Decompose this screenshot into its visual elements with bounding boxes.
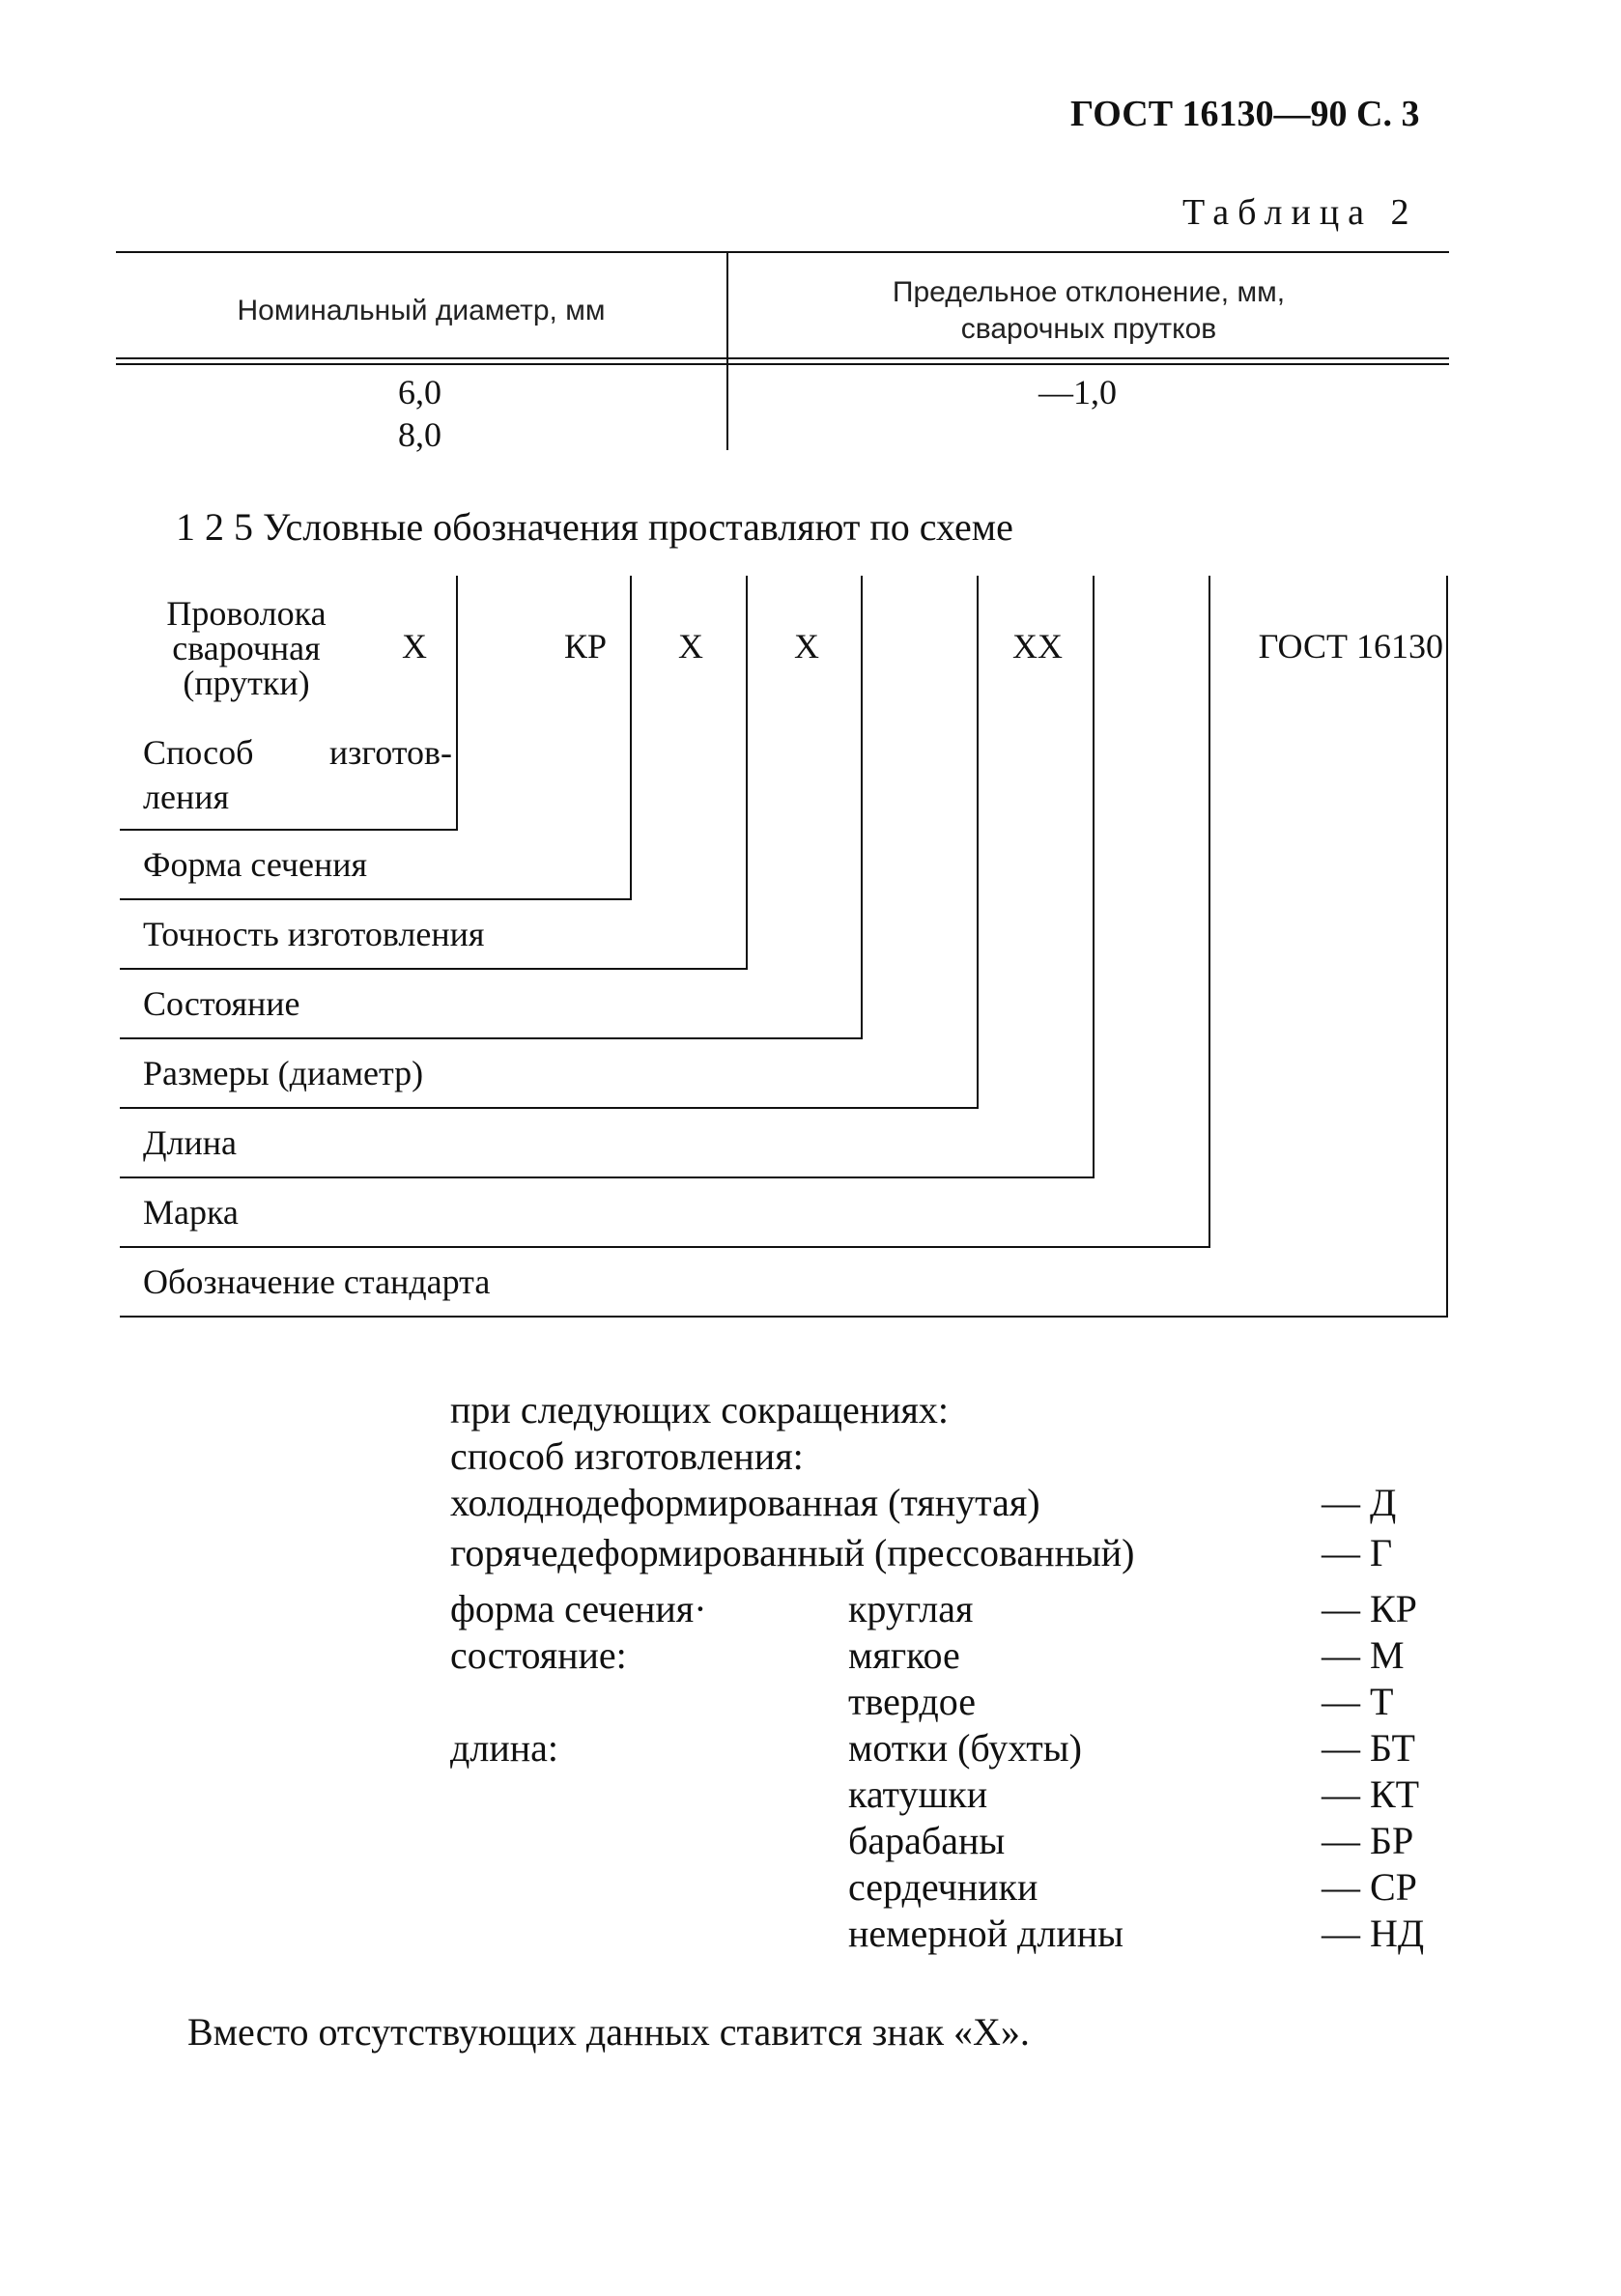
legend-row-code: — КТ	[1322, 1772, 1420, 1816]
scheme-code-tochnost: X	[678, 627, 703, 666]
scheme-label-sposob-line2: ления	[143, 778, 230, 816]
scheme-label-dlina: Длина	[143, 1123, 238, 1162]
table-header-deviation-line1: Предельное отклонение, мм,	[892, 276, 1286, 308]
legend-row-text: горячедеформированный (прессованный)	[450, 1531, 1135, 1574]
legend-row-code: — Д	[1322, 1481, 1397, 1524]
scheme-hline-standard	[120, 1316, 1448, 1318]
scheme-vline-forma	[630, 576, 632, 900]
scheme-label-forma: Форма сечения	[143, 845, 368, 884]
scheme-code-standard: ГОСТ 16130	[1258, 627, 1443, 666]
legend-row-code: — Г	[1322, 1531, 1393, 1574]
scheme-hline-marka	[120, 1246, 1210, 1248]
scheme-hline-sposob	[120, 829, 458, 831]
legend-row-text: мотки (бухты)	[848, 1726, 1082, 1770]
page-header: ГОСТ 16130—90 С. 3	[1070, 94, 1420, 134]
section-title: 1 2 5 Условные обозначения проставляют по схеме	[176, 505, 1013, 549]
scheme-label-tochnost: Точность изготовления	[143, 915, 485, 953]
scheme-vline-marka	[1209, 576, 1210, 1248]
scheme-hline-forma	[120, 898, 632, 900]
scheme-code-sostoyanie: X	[794, 627, 819, 666]
legend-row-code: — М	[1322, 1633, 1405, 1677]
legend-row-code: — КР	[1322, 1587, 1417, 1630]
legend-row-text: катушки	[848, 1772, 988, 1816]
scheme-label-razmery: Размеры (диаметр)	[143, 1054, 424, 1092]
scheme-vline-sposob	[456, 576, 458, 831]
scheme-hline-razmery	[120, 1107, 979, 1109]
legend-intro: при следующих сокращениях:	[450, 1388, 950, 1431]
table-header-diameter: Номинальный диаметр, мм	[237, 295, 606, 326]
table-header-deviation-line2: сварочных прутков	[960, 313, 1217, 345]
legend-row-code: — НД	[1322, 1912, 1425, 1955]
legend-row-text: твердое	[848, 1680, 976, 1723]
scheme-code-razmery: XX	[1012, 627, 1063, 666]
table-header-rule-2	[116, 363, 1449, 365]
legend-row-text: сердечники	[848, 1865, 1038, 1909]
legend-row-code: — СР	[1322, 1865, 1417, 1909]
legend-row-text: мягкое	[848, 1633, 960, 1677]
legend-row-text: барабаны	[848, 1819, 1006, 1862]
scheme-vline-sostoyanie	[861, 576, 863, 1039]
legend-row-code: — БТ	[1322, 1726, 1415, 1770]
table-cell-diameter: 8,0	[398, 415, 441, 454]
footer-note: Вместо отсутствующих данных ставится знак «X».	[187, 2010, 1030, 2054]
scheme-label-standard: Обозначение стандарта	[143, 1262, 491, 1301]
scheme-vline-standard	[1446, 576, 1448, 1318]
legend-row-label: форма сечения·	[450, 1587, 707, 1630]
scheme-hline-sostoyanie	[120, 1037, 863, 1039]
table-cell-diameter: 6,0	[398, 373, 441, 411]
legend-row-code: — Т	[1322, 1680, 1394, 1723]
legend-row-text: круглая	[848, 1587, 974, 1630]
legend-row-text: холоднодеформированная (тянутая)	[450, 1481, 1040, 1524]
table-header-rule-1	[116, 357, 1449, 359]
scheme-product-line3: (прутки)	[183, 664, 310, 702]
scheme-code-forma: КР	[564, 627, 608, 666]
table-caption: Таблица 2	[1182, 192, 1418, 233]
table-cell-deviation: —1,0	[1038, 373, 1117, 411]
scheme-hline-dlina	[120, 1176, 1095, 1178]
scheme-product-line1: Проволока	[166, 594, 327, 633]
scheme-label-sposob-line1: Способ изготов-	[143, 733, 452, 772]
legend-row-label: длина:	[450, 1726, 558, 1770]
legend-intro-method: способ изготовления:	[450, 1434, 804, 1478]
legend-row-text: немерной длины	[848, 1912, 1124, 1955]
scheme-hline-tochnost	[120, 968, 748, 970]
scheme-product-line2: сварочная	[172, 629, 321, 667]
scheme-vline-razmery	[977, 576, 979, 1109]
table-top-rule	[116, 251, 1449, 253]
scheme-code-sposob: X	[402, 627, 427, 666]
scheme-vline-tochnost	[746, 576, 748, 970]
legend-row-label: состояние:	[450, 1633, 627, 1677]
legend-row-code: — БР	[1322, 1819, 1414, 1862]
scheme-label-sostoyanie: Состояние	[143, 984, 300, 1023]
scheme-label-marka: Марка	[143, 1193, 239, 1232]
scheme-vline-dlina	[1093, 576, 1095, 1178]
